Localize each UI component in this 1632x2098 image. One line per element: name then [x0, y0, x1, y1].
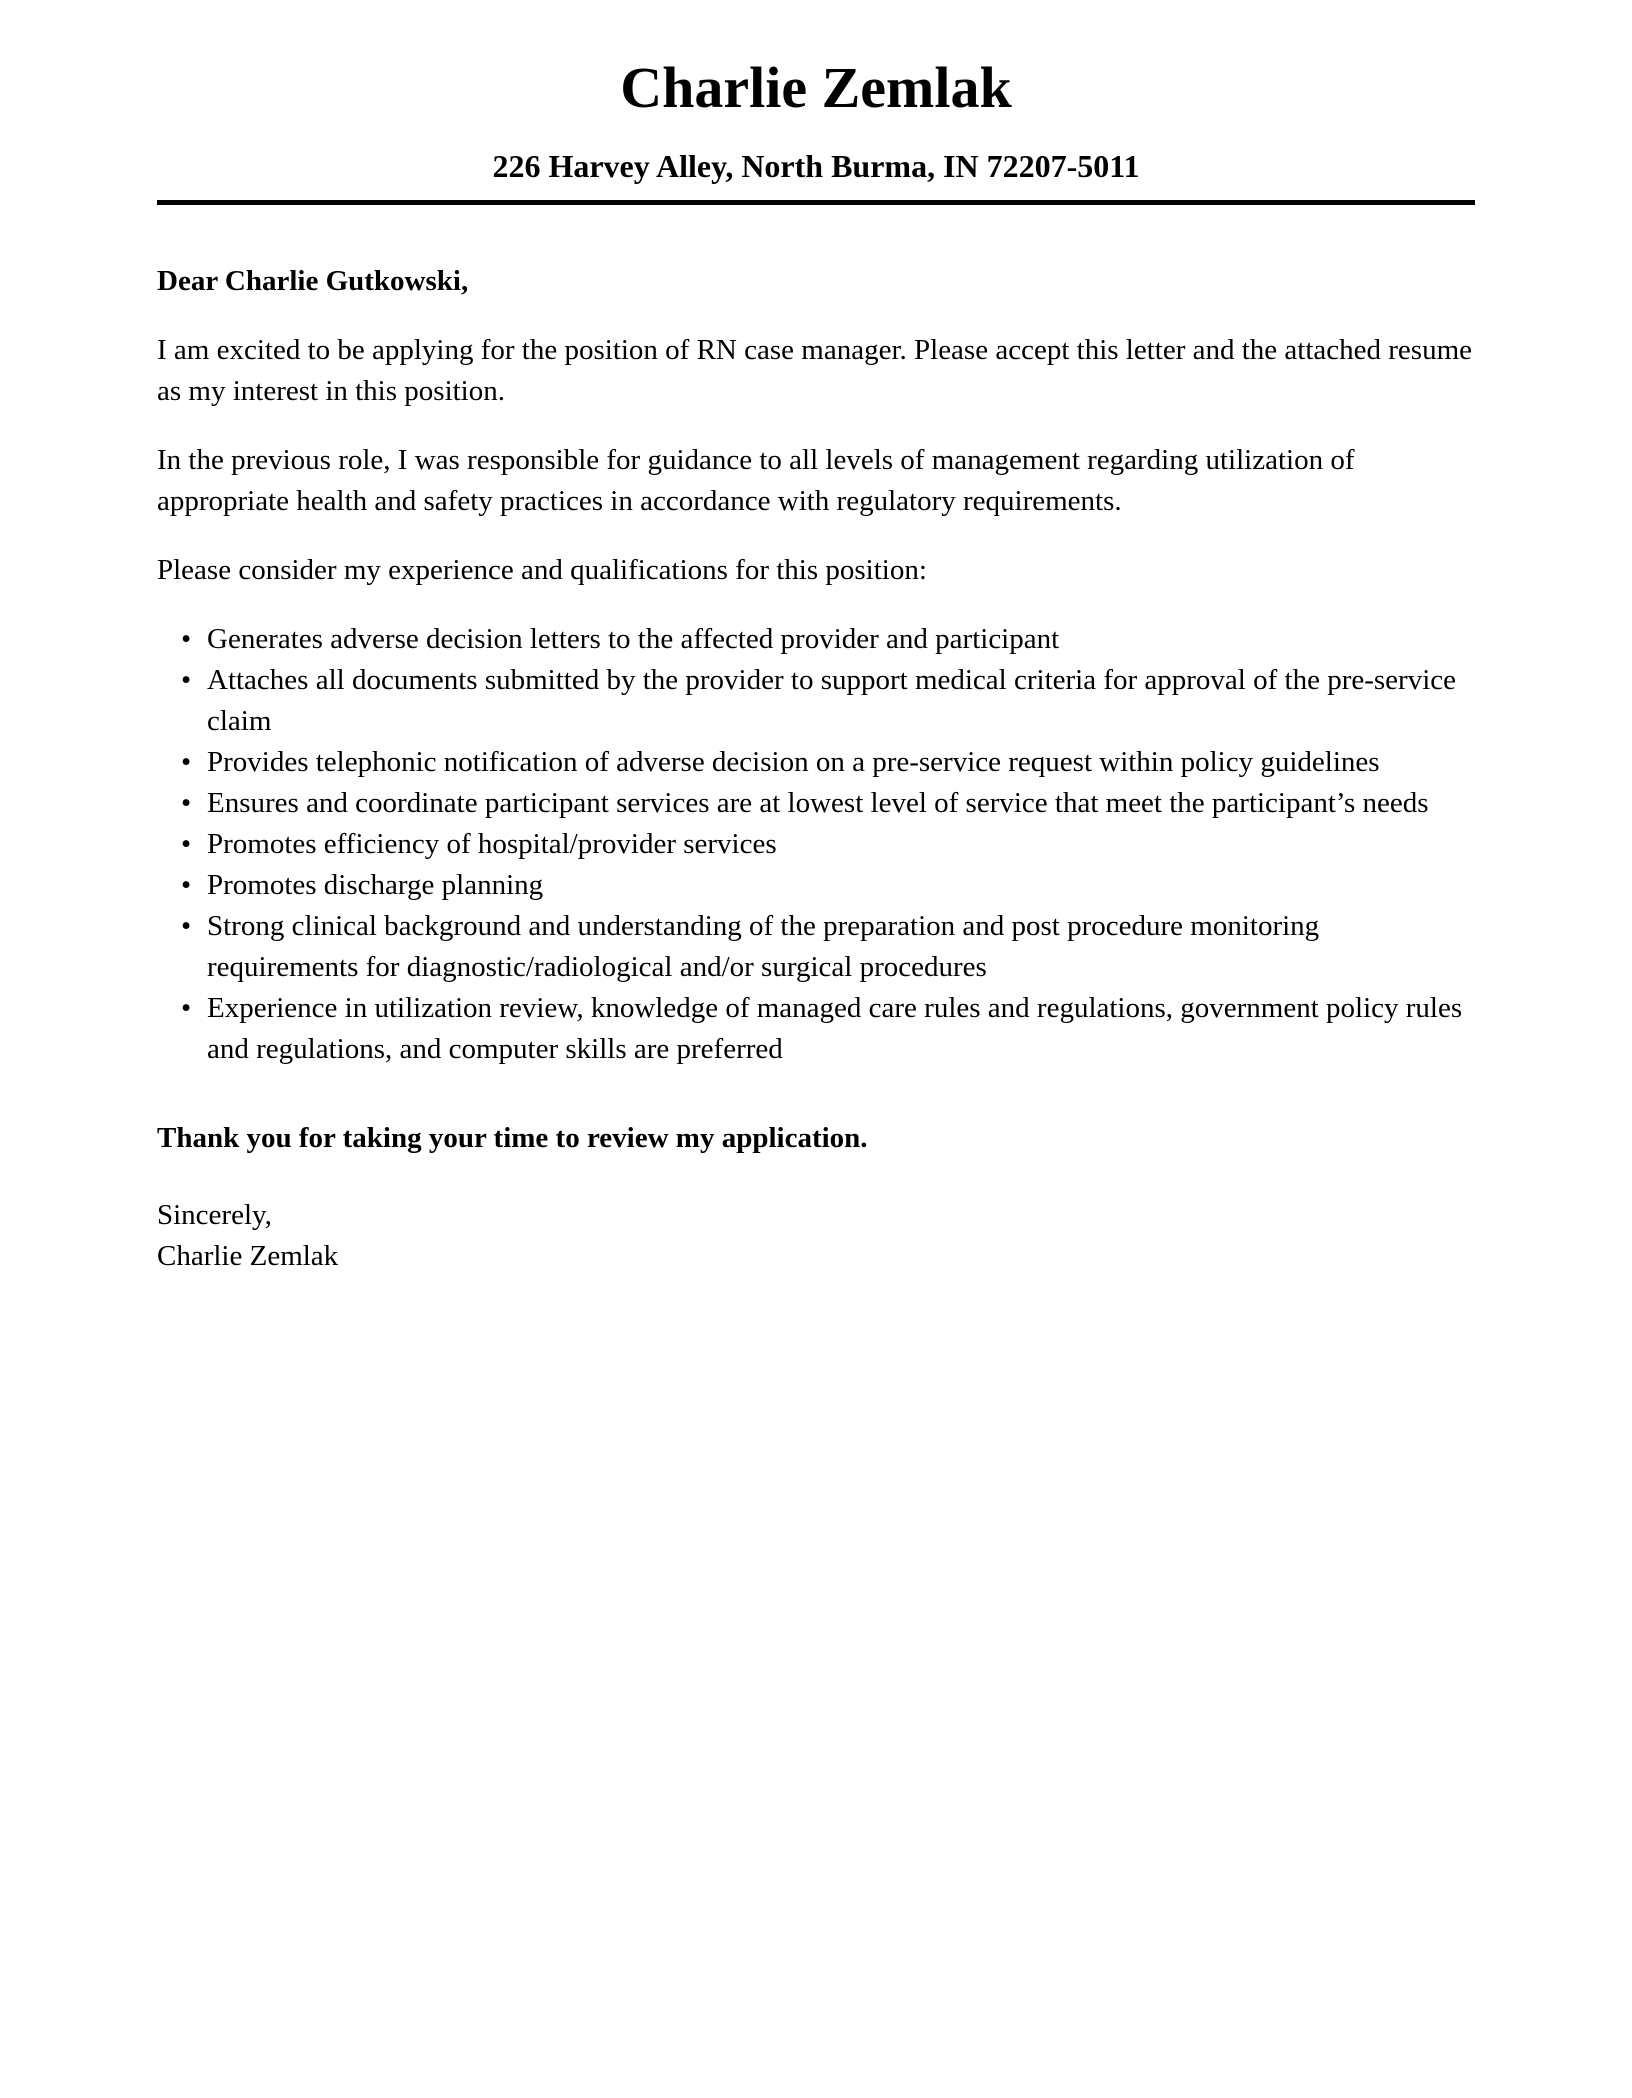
bullet-icon: •	[181, 746, 192, 778]
list-item-text: Attaches all documents submitted by the provider to support medical criteria for approval of the pre-service claim	[207, 664, 1456, 737]
list-item	[157, 742, 1475, 783]
bullet-icon: •	[181, 623, 192, 655]
qualifications-lead-in: Please consider my experience and qualifications for this position:	[157, 554, 927, 586]
list-item-text: Ensures and coordinate participant services are at lowest level of service that meet the participant’s needs	[207, 787, 1429, 819]
signature-name: Charlie Zemlak	[157, 1240, 339, 1272]
previous-role-paragraph: In the previous role, I was responsible for guidance to all levels of management regarding utilization of appropriate health and safety practices in accordance with regulatory requirements.	[157, 444, 1355, 517]
list-item	[157, 824, 1475, 865]
list-item-text: Provides telephonic notification of adverse decision on a pre-service request within policy guidelines	[207, 746, 1380, 778]
signoff: Sincerely,	[157, 1199, 272, 1231]
sender-address: 226 Harvey Alley, North Burma, IN 72207-5011	[492, 148, 1140, 184]
header-divider	[157, 200, 1475, 205]
qualifications-list	[157, 619, 1475, 1070]
bullet-icon: •	[181, 869, 192, 901]
bullet-icon: •	[181, 992, 192, 1024]
closing-thanks: Thank you for taking your time to review my application.	[157, 1122, 868, 1154]
bullet-icon: •	[181, 910, 192, 942]
list-item-text: Promotes discharge planning	[207, 869, 544, 901]
bullet-icon: •	[181, 828, 192, 860]
list-item-text: Generates adverse decision letters to the affected provider and participant	[207, 623, 1060, 655]
list-item	[157, 783, 1475, 824]
list-item-text: Promotes efficiency of hospital/provider services	[207, 828, 777, 860]
bullet-icon: •	[181, 787, 192, 819]
list-item	[157, 660, 1475, 742]
greeting: Dear Charlie Gutkowski,	[157, 265, 469, 297]
list-item	[157, 619, 1475, 660]
sender-name: Charlie Zemlak	[620, 55, 1012, 120]
list-item	[157, 988, 1475, 1070]
list-item	[157, 906, 1475, 988]
signature-block	[157, 1195, 1475, 1277]
list-item	[157, 865, 1475, 906]
bullet-icon: •	[181, 664, 192, 696]
list-item-text: Experience in utilization review, knowledge of managed care rules and regulations, government policy rules and regulations, and computer skills are preferred	[207, 992, 1463, 1065]
list-item-text: Strong clinical background and understanding of the preparation and post procedure monitoring requirements for diagnostic/radiological and/or surgical procedures	[207, 910, 1320, 983]
intro-paragraph: I am excited to be applying for the position of RN case manager. Please accept this letter and the attached resume as my interest in this position.	[157, 334, 1472, 407]
